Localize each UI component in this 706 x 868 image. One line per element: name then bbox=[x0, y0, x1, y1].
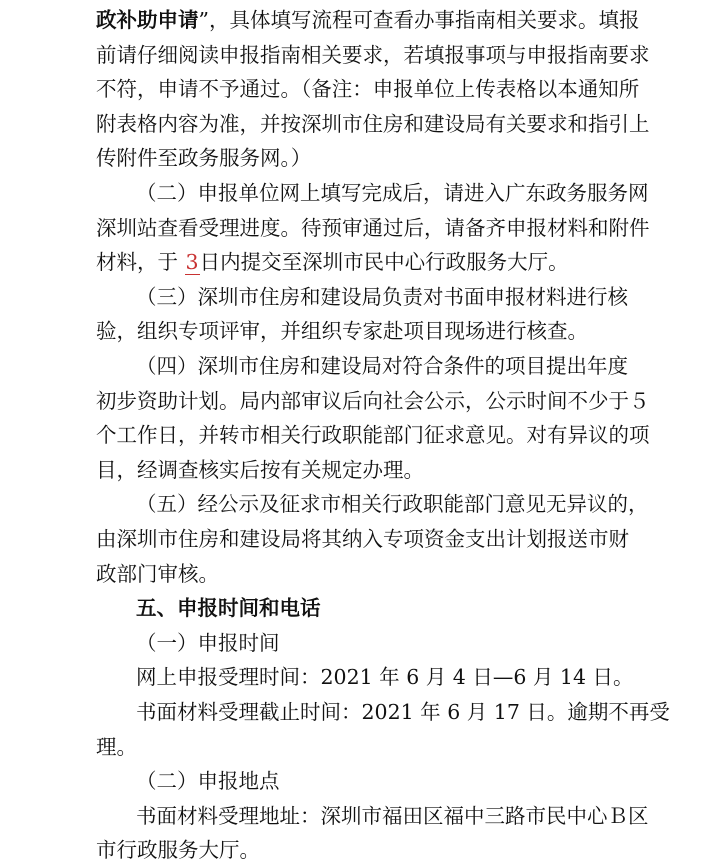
intro-bold-text: 政补助申请 bbox=[96, 8, 199, 32]
address-line-2: 市行政服务大厅。 bbox=[96, 838, 260, 863]
section-5-sub-2: （二）申报地点 bbox=[136, 769, 280, 794]
intro-line-2: 前请仔细阅读申报指南相关要求，若填报事项与申报指南要求 bbox=[96, 42, 650, 67]
intro-line-5: 传附件至政务服务网。） bbox=[96, 146, 312, 171]
para-2-line-3 bbox=[96, 244, 616, 280]
address-line-1: 书面材料受理地址：深圳市福田区福中三路市民中心Ｂ区 bbox=[136, 803, 649, 828]
online-application-time: 网上申报受理时间：2021 年 6 月 4 日—6 月 14 日。 bbox=[136, 665, 634, 690]
para-4-line-4: 目，经调查核实后按有关规定办理。 bbox=[96, 457, 424, 482]
para-2-line-2: 深圳站查看受理进度。待预审通过后，请备齐申报材料和附件 bbox=[96, 215, 650, 240]
para-5-line-3: 政部门审核。 bbox=[96, 561, 219, 586]
para-5-line-2: 由深圳市住房和建设局将其纳入专项资金支出计划报送市财 bbox=[96, 527, 629, 551]
section-5-sub-1: （一）申报时间 bbox=[136, 630, 280, 655]
para-4-line-2: 初步资助计划。局内部审议后向社会公示，公示时间不少于５ bbox=[96, 388, 650, 413]
paper-deadline-line-2: 理。 bbox=[96, 734, 137, 759]
intro-line-3: 不符，申请不予通过。（备注：申报单位上传表格以本通知所 bbox=[96, 77, 640, 102]
para-3-line-2: 验，组织专项评审，并组织专家赴项目现场进行核查。 bbox=[96, 319, 588, 344]
intro-line-1 bbox=[96, 2, 640, 38]
intro-line-1-rest: ”，具体填写流程可查看办事指南相关要求。填报 bbox=[198, 8, 640, 32]
para-2-line-1: （二）申报单位网上填写完成后，请进入广东政务服务网 bbox=[136, 181, 649, 205]
para-4-line-1: （四）深圳市住房和建设局对符合条件的项目提出年度 bbox=[136, 354, 628, 378]
para-4-line-3: 个工作日，并转市相关行政职能部门征求意见。对有异议的项 bbox=[96, 423, 650, 448]
para-2-line-3-post: 日内提交至深圳市民中心行政服务大厅。 bbox=[199, 250, 569, 275]
para-2-line-3-pre: 材料，于 bbox=[96, 250, 178, 275]
paper-deadline-line-1: 书面材料受理截止时间：2021 年 6 月 17 日。逾期不再受 bbox=[136, 700, 670, 724]
submission-days-number: 3 bbox=[185, 250, 199, 275]
para-3-line-1: （三）深圳市住房和建设局负责对书面申报材料进行核 bbox=[136, 284, 628, 309]
intro-line-4: 附表格内容为准，并按深圳市住房和建设局有关要求和指引上 bbox=[96, 111, 650, 136]
para-5-line-1: （五）经公示及征求市相关行政职能部门意见无异议的， bbox=[136, 492, 649, 517]
section-5-heading: 五、申报时间和电话 bbox=[136, 596, 321, 621]
